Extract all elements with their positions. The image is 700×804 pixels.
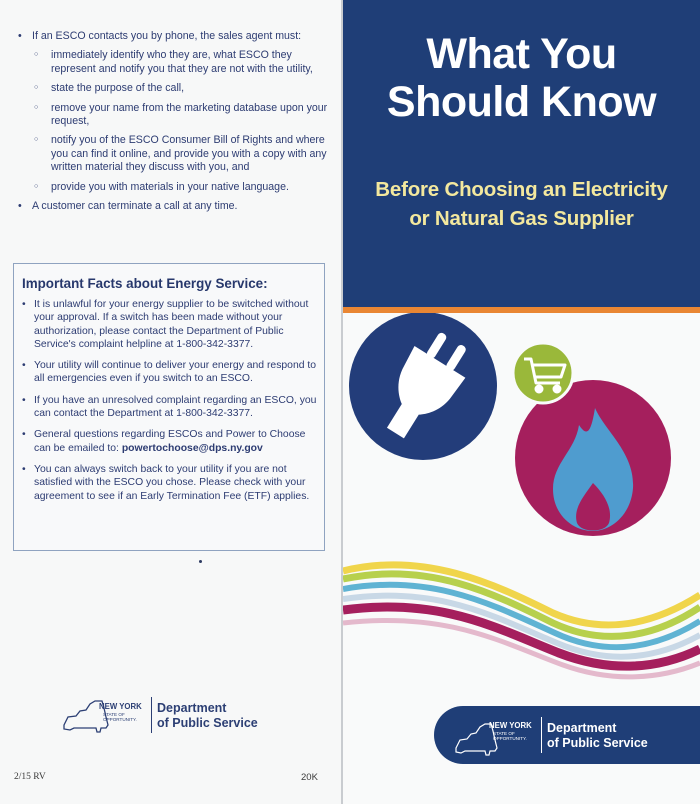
color-swooshes bbox=[343, 565, 700, 677]
state-line2: STATE OF bbox=[103, 712, 125, 717]
list-item bbox=[20, 428, 320, 455]
state-line2: STATE OF bbox=[493, 731, 515, 736]
state-line1: NEW YORK bbox=[99, 702, 142, 711]
left-panel bbox=[0, 0, 341, 804]
list-item: ○ immediately identify who they are, what ESCO they represent and notify you that they are not with the utility, bbox=[32, 49, 332, 76]
list-item: ○ provide you with materials in your native language. bbox=[32, 181, 332, 194]
agency-line2: of Public Service bbox=[157, 716, 258, 730]
list-item bbox=[14, 30, 332, 194]
cover-logo-bar bbox=[434, 706, 700, 764]
logo-divider bbox=[541, 717, 542, 753]
cover-subtitle-line2: or Natural Gas Supplier bbox=[409, 207, 634, 230]
esco-contact-intro: If an ESCO contacts you by phone, the sales agent must: bbox=[32, 30, 302, 42]
facts-list bbox=[20, 298, 320, 511]
print-count: 20K bbox=[301, 772, 318, 783]
list-item: • If you have an unresolved complaint regarding an ESCO, you can contact the Department at 1-800-342-3377. bbox=[20, 394, 320, 421]
list-item: • It is unlawful for your energy supplier to be switched without your approval. If a switch has been made without your authorization, please contact the Department of Public Service's complaint helpline at 1-800-342-3377. bbox=[20, 298, 320, 351]
important-facts-box bbox=[13, 263, 325, 551]
cart-circle bbox=[513, 343, 573, 403]
cover-subtitle-line1: Before Choosing an Electricity bbox=[375, 178, 668, 201]
esco-requirements-list bbox=[32, 49, 332, 194]
terminate-call-note: • A customer can terminate a call at any time. bbox=[14, 200, 332, 213]
dps-logo bbox=[62, 695, 272, 735]
cover-header bbox=[343, 0, 700, 307]
logo-divider bbox=[151, 697, 152, 733]
agency-line2: of Public Service bbox=[547, 736, 648, 750]
cover-title-line2: Should Know bbox=[386, 78, 657, 126]
agency-line1: Department bbox=[547, 721, 617, 735]
revision-code: 2/15 RV bbox=[14, 772, 46, 782]
agency-line1: Department bbox=[157, 701, 227, 715]
list-item: • Your utility will continue to deliver your energy and respond to all emergencies even if you switch to an ESCO. bbox=[20, 359, 320, 386]
esco-contact-list bbox=[14, 30, 332, 219]
state-line1: NEW YORK bbox=[489, 721, 532, 730]
cover-title bbox=[343, 30, 700, 126]
state-line3: OPPORTUNITY. bbox=[103, 717, 137, 722]
state-line3: OPPORTUNITY. bbox=[493, 736, 527, 741]
facts-title: Important Facts about Energy Service: bbox=[22, 276, 268, 291]
cover-panel bbox=[343, 0, 700, 804]
cover-title-line1: What You bbox=[426, 30, 617, 78]
cover-illustration bbox=[343, 313, 700, 683]
list-item: • You can always switch back to your utility if you are not satisfied with the ESCO you chose. Please check with your agreement to see if an Early Termination Fee (ETF) applies. bbox=[20, 463, 320, 503]
dps-logo-cover bbox=[434, 706, 700, 764]
list-item: ○ state the purpose of the call, bbox=[32, 82, 332, 95]
email-item-text: General questions regarding ESCOs and Power to Choose can be emailed to: bbox=[34, 429, 306, 454]
list-item: ○ remove your name from the marketing database upon your request, bbox=[32, 102, 332, 129]
ink-dot bbox=[199, 560, 202, 563]
email-link[interactable]: powertochoose@dps.ny.gov bbox=[121, 442, 263, 454]
list-item: ○ notify you of the ESCO Consumer Bill of Rights and where you can find it online, and provide you with a copy with any written material they discuss with you, and bbox=[32, 134, 332, 174]
cover-subtitle bbox=[343, 175, 700, 233]
